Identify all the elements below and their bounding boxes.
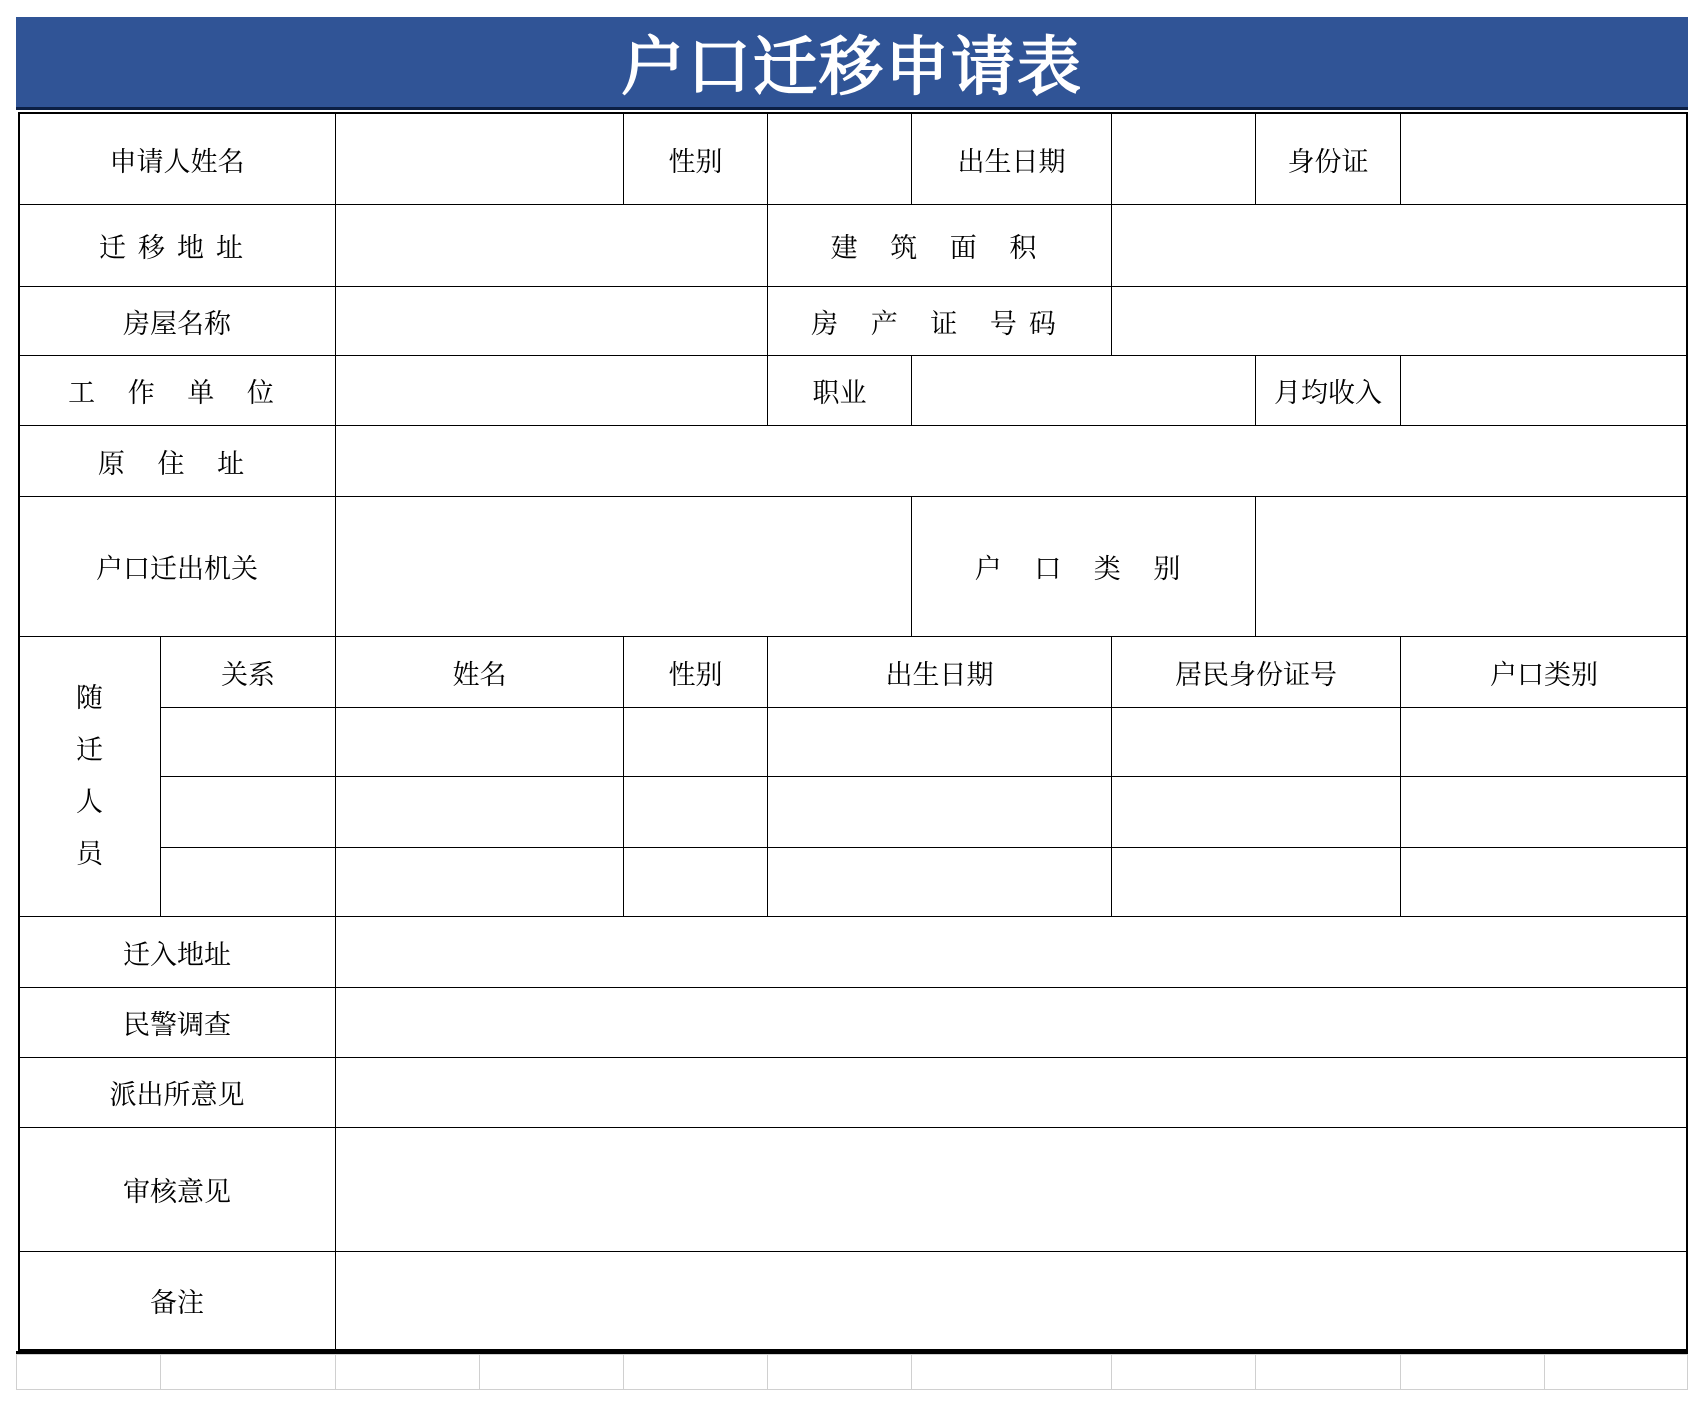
header-birth-date: 出生日期 (767, 636, 1112, 708)
vertical-char: 人 (76, 786, 103, 818)
label-accompanying-persons (18, 636, 161, 917)
review-opinion-field[interactable] (335, 1127, 1688, 1252)
spreadsheet-cell[interactable] (1400, 1354, 1545, 1390)
table-cell[interactable] (623, 707, 768, 777)
label-birth-date: 出生日期 (911, 113, 1112, 205)
original-address-field[interactable] (335, 425, 1688, 497)
table-cell[interactable] (623, 847, 768, 917)
table-cell[interactable] (623, 776, 768, 848)
header-name: 姓名 (335, 636, 624, 708)
table-cell[interactable] (1400, 707, 1688, 777)
police-station-opinion-field[interactable] (335, 1057, 1688, 1128)
spreadsheet-cell[interactable] (911, 1354, 1112, 1390)
title-underline (16, 107, 1688, 110)
label-occupation: 职业 (767, 355, 912, 426)
spreadsheet-cell[interactable] (767, 1354, 912, 1390)
house-name-field[interactable] (335, 286, 768, 356)
table-cell[interactable] (1400, 847, 1688, 917)
label-monthly-income: 月均收入 (1255, 355, 1401, 426)
title-band (16, 17, 1688, 107)
police-investigation-field[interactable] (335, 987, 1688, 1058)
label-moving-out-authority: 户口迁出机关 (18, 496, 336, 637)
label-property-cert-no: 房 产 证 号码 (767, 286, 1112, 356)
building-area-field[interactable] (1111, 204, 1688, 287)
label-household-type: 户 口 类 别 (911, 496, 1256, 637)
table-cell[interactable] (335, 707, 624, 777)
table-cell[interactable] (1400, 776, 1688, 848)
label-house-name: 房屋名称 (18, 286, 336, 356)
birth-date-field[interactable] (1111, 113, 1256, 205)
vertical-char: 迁 (76, 734, 103, 766)
header-gender: 性别 (623, 636, 768, 708)
label-move-in-address: 迁入地址 (18, 916, 336, 988)
household-type-field[interactable] (1255, 496, 1688, 637)
table-cell[interactable] (767, 847, 1112, 917)
spreadsheet-cell[interactable] (1111, 1354, 1256, 1390)
label-review-opinion: 审核意见 (18, 1127, 336, 1252)
label-remarks: 备注 (18, 1251, 336, 1350)
table-cell[interactable] (767, 707, 1112, 777)
table-cell[interactable] (160, 707, 336, 777)
label-building-area: 建 筑 面 积 (767, 204, 1112, 287)
table-cell[interactable] (160, 776, 336, 848)
moving-out-authority-field[interactable] (335, 496, 912, 637)
spreadsheet-cell[interactable] (479, 1354, 624, 1390)
property-cert-no-field[interactable] (1111, 286, 1688, 356)
spreadsheet-cell[interactable] (335, 1354, 480, 1390)
label-gender: 性别 (623, 113, 768, 205)
spreadsheet-cell[interactable] (1255, 1354, 1401, 1390)
label-original-address: 原 住 址 (18, 425, 336, 497)
table-cell[interactable] (160, 847, 336, 917)
vertical-char: 随 (76, 682, 103, 714)
spreadsheet-cell[interactable] (16, 1354, 161, 1390)
spreadsheet-cell[interactable] (160, 1354, 336, 1390)
table-cell[interactable] (1111, 707, 1401, 777)
page-title: 户口迁移申请表 (621, 31, 1083, 105)
spreadsheet-cell[interactable] (1544, 1354, 1688, 1390)
vertical-char: 员 (76, 838, 103, 870)
gender-field[interactable] (767, 113, 912, 205)
header-relation: 关系 (160, 636, 336, 708)
occupation-field[interactable] (911, 355, 1256, 426)
monthly-income-field[interactable] (1400, 355, 1688, 426)
label-move-address: 迁移地址 (18, 204, 336, 287)
label-police-investigation: 民警调查 (18, 987, 336, 1058)
move-address-field[interactable] (335, 204, 768, 287)
applicant-name-field[interactable] (335, 113, 624, 205)
work-unit-field[interactable] (335, 355, 768, 426)
table-cell[interactable] (767, 776, 1112, 848)
id-card-field[interactable] (1400, 113, 1688, 205)
label-applicant-name: 申请人姓名 (18, 113, 336, 205)
table-cell[interactable] (335, 847, 624, 917)
spreadsheet-cell[interactable] (623, 1354, 768, 1390)
label-work-unit: 工 作 单 位 (18, 355, 336, 426)
remarks-field[interactable] (335, 1251, 1688, 1350)
move-in-address-field[interactable] (335, 916, 1688, 988)
header-id-number: 居民身份证号 (1111, 636, 1401, 708)
table-cell[interactable] (1111, 847, 1401, 917)
table-cell[interactable] (335, 776, 624, 848)
table-cell[interactable] (1111, 776, 1401, 848)
label-id-card: 身份证 (1255, 113, 1401, 205)
header-household-type: 户口类别 (1400, 636, 1688, 708)
label-police-station-opinion: 派出所意见 (18, 1057, 336, 1128)
